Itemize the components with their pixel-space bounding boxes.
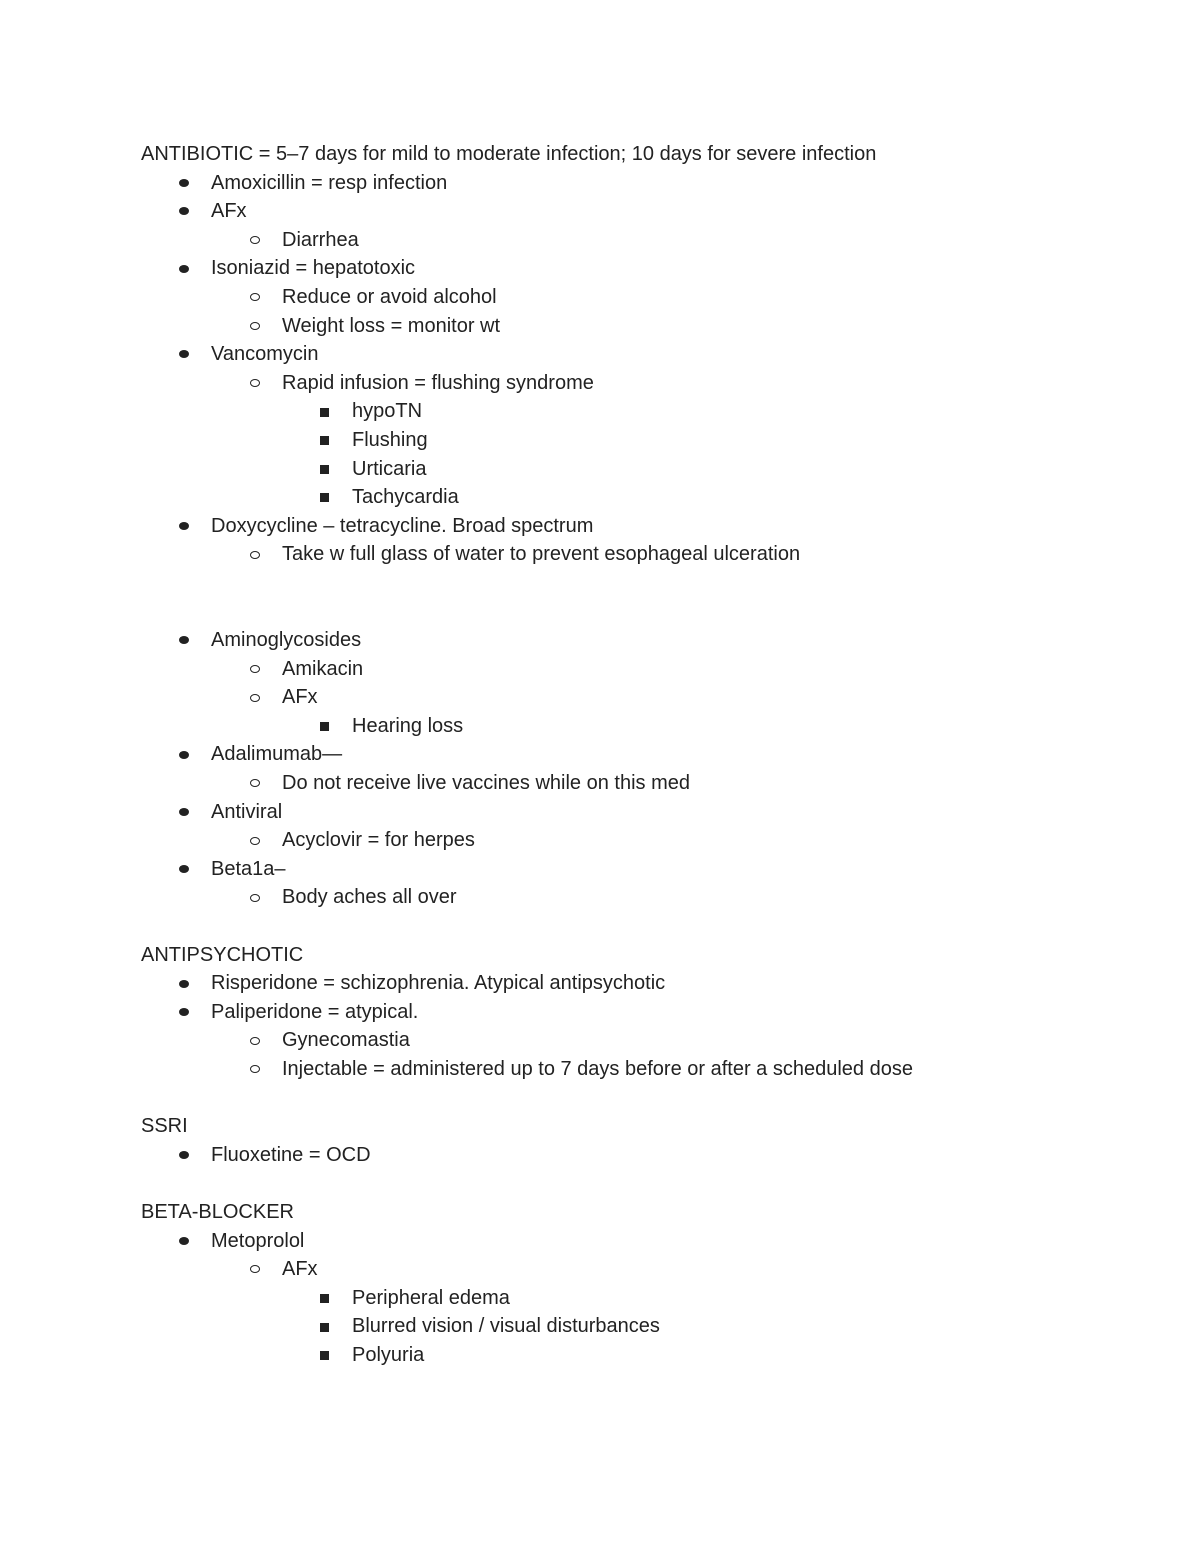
line-text: Body aches all over xyxy=(282,886,457,909)
list-item-level-3 xyxy=(141,426,1141,455)
line-text: Fluoxetine = OCD xyxy=(211,1143,371,1166)
list-item-level-2 xyxy=(141,283,1141,312)
line-text: Tachycardia xyxy=(352,486,459,509)
list-item-level-2 xyxy=(141,683,1141,712)
line-text: Polyuria xyxy=(352,1343,425,1366)
hollow-circle-bullet-icon xyxy=(250,1037,260,1045)
line-text: Acyclovir = for herpes xyxy=(282,829,475,852)
list-item-level-1 xyxy=(141,998,1141,1027)
filled-square-bullet-icon xyxy=(320,465,329,474)
list-item-level-1 xyxy=(141,512,1141,541)
blank-line xyxy=(141,912,1141,941)
list-item-level-1 xyxy=(141,1227,1141,1256)
list-item-level-3 xyxy=(141,483,1141,512)
line-text: Blurred vision / visual disturbances xyxy=(352,1315,660,1338)
line-text: Beta1a– xyxy=(211,857,286,880)
line-text: Injectable = administered up to 7 days before or after a scheduled dose xyxy=(282,1058,913,1080)
list-item-level-1 xyxy=(141,169,1141,198)
filled-square-bullet-icon xyxy=(320,436,329,445)
hollow-circle-bullet-icon xyxy=(250,665,260,673)
list-item-level-1 xyxy=(141,626,1141,655)
line-text: Risperidone = schizophrenia. Atypical antipsychotic xyxy=(211,972,666,995)
list-item-level-3 xyxy=(141,1341,1141,1370)
hollow-circle-bullet-icon xyxy=(250,1065,260,1073)
list-item-level-2 xyxy=(141,769,1141,798)
line-text: hypoTN xyxy=(352,400,423,423)
list-item-level-1 xyxy=(141,798,1141,827)
section-heading xyxy=(141,1198,1141,1227)
hollow-circle-bullet-icon xyxy=(250,236,260,244)
filled-square-bullet-icon xyxy=(320,1351,329,1360)
hollow-circle-bullet-icon xyxy=(250,322,260,330)
line-text: ANTIPSYCHOTIC xyxy=(141,943,304,966)
hollow-circle-bullet-icon xyxy=(250,837,260,845)
line-text: Peripheral edema xyxy=(352,1286,510,1309)
list-item-level-1 xyxy=(141,1141,1141,1170)
list-item-level-3 xyxy=(141,455,1141,484)
list-item-level-3 xyxy=(141,397,1141,426)
filled-circle-bullet-icon xyxy=(179,1237,189,1245)
list-item-level-1 xyxy=(141,197,1141,226)
line-text: AFx xyxy=(211,200,247,223)
filled-circle-bullet-icon xyxy=(179,751,189,759)
list-item-level-1 xyxy=(141,740,1141,769)
document-body xyxy=(141,140,1141,1370)
blank-line xyxy=(141,1084,1141,1113)
hollow-circle-bullet-icon xyxy=(250,293,260,301)
filled-circle-bullet-icon xyxy=(179,1008,189,1016)
list-item-level-2 xyxy=(141,1026,1141,1055)
line-text: Gynecomastia xyxy=(282,1029,410,1052)
line-text: AFx xyxy=(282,686,318,709)
filled-circle-bullet-icon xyxy=(179,808,189,816)
list-item-level-2 xyxy=(141,655,1141,684)
filled-circle-bullet-icon xyxy=(179,865,189,873)
filled-circle-bullet-icon xyxy=(179,207,189,215)
line-text: BETA-BLOCKER xyxy=(141,1200,294,1223)
section-heading xyxy=(141,941,1141,970)
filled-circle-bullet-icon xyxy=(179,636,189,644)
list-item-level-2 xyxy=(141,226,1141,255)
list-item-level-2 xyxy=(141,312,1141,341)
line-text: Reduce or avoid alcohol xyxy=(282,285,497,308)
hollow-circle-bullet-icon xyxy=(250,894,260,902)
filled-square-bullet-icon xyxy=(320,722,329,731)
filled-square-bullet-icon xyxy=(320,493,329,502)
line-text: Antiviral xyxy=(211,800,283,823)
list-item-level-3 xyxy=(141,712,1141,741)
line-text: Adalimumab— xyxy=(211,743,343,766)
line-text: Weight loss = monitor wt xyxy=(282,314,501,337)
hollow-circle-bullet-icon xyxy=(250,1265,260,1273)
line-text: ANTIBIOTIC = 5–7 days for mild to moderate infection; 10 days for severe infection xyxy=(141,143,877,165)
section-heading xyxy=(141,140,1141,169)
line-text: Isoniazid = hepatotoxic xyxy=(211,257,416,280)
line-text: Paliperidone = atypical. xyxy=(211,1000,419,1023)
filled-circle-bullet-icon xyxy=(179,980,189,988)
line-text: AFx xyxy=(282,1258,318,1281)
list-item-level-2 xyxy=(141,1055,1141,1084)
line-text: SSRI xyxy=(141,1115,188,1138)
line-text: Rapid infusion = flushing syndrome xyxy=(282,371,594,394)
line-text: Hearing loss xyxy=(352,714,464,737)
hollow-circle-bullet-icon xyxy=(250,379,260,387)
list-item-level-1 xyxy=(141,855,1141,884)
list-item-level-2 xyxy=(141,540,1141,569)
filled-circle-bullet-icon xyxy=(179,1151,189,1159)
line-text: Amikacin xyxy=(282,657,364,680)
list-item-level-1 xyxy=(141,340,1141,369)
section-heading xyxy=(141,1112,1141,1141)
list-item-level-1 xyxy=(141,254,1141,283)
list-item-level-2 xyxy=(141,1255,1141,1284)
line-text: Diarrhea xyxy=(282,228,359,251)
line-text: Metoprolol xyxy=(211,1229,305,1252)
line-text: Doxycycline – tetracycline. Broad spectrum xyxy=(211,514,594,537)
blank-line xyxy=(141,598,1141,627)
line-text: Take w full glass of water to prevent esophageal ulceration xyxy=(282,543,801,566)
line-text: Amoxicillin = resp infection xyxy=(211,171,448,194)
filled-circle-bullet-icon xyxy=(179,522,189,530)
list-item-level-2 xyxy=(141,883,1141,912)
hollow-circle-bullet-icon xyxy=(250,779,260,787)
filled-circle-bullet-icon xyxy=(179,350,189,358)
filled-circle-bullet-icon xyxy=(179,179,189,187)
list-item-level-3 xyxy=(141,1284,1141,1313)
line-text: Do not receive live vaccines while on this med xyxy=(282,772,690,795)
filled-square-bullet-icon xyxy=(320,1294,329,1303)
blank-line xyxy=(141,1169,1141,1198)
hollow-circle-bullet-icon xyxy=(250,694,260,702)
line-text: Urticaria xyxy=(352,457,427,480)
filled-square-bullet-icon xyxy=(320,1323,329,1332)
filled-square-bullet-icon xyxy=(320,408,329,417)
filled-circle-bullet-icon xyxy=(179,265,189,273)
list-item-level-3 xyxy=(141,1312,1141,1341)
blank-line xyxy=(141,569,1141,598)
list-item-level-2 xyxy=(141,369,1141,398)
hollow-circle-bullet-icon xyxy=(250,551,260,559)
line-text: Aminoglycosides xyxy=(211,629,362,652)
list-item-level-1 xyxy=(141,969,1141,998)
line-text: Flushing xyxy=(352,428,428,451)
list-item-level-2 xyxy=(141,826,1141,855)
line-text: Vancomycin xyxy=(211,343,319,366)
